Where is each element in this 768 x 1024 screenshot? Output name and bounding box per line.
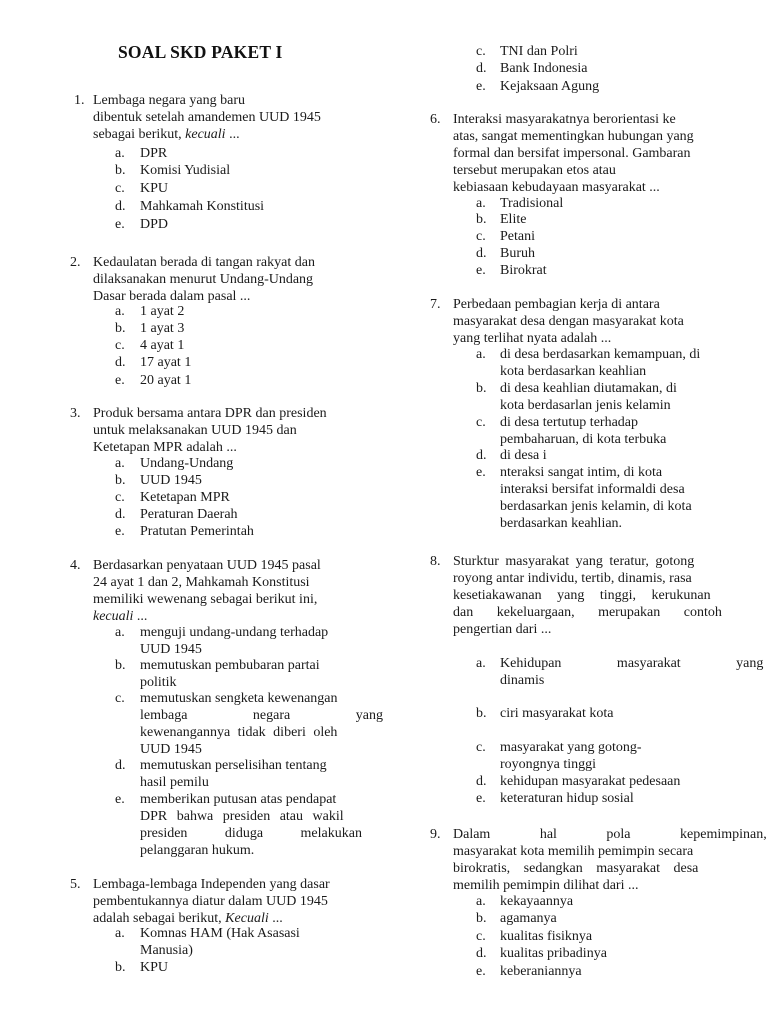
option-letter: d. — [476, 946, 487, 961]
option-text: Undang-Undang — [140, 456, 234, 471]
option-letter: e. — [476, 791, 486, 806]
page-title: SOAL SKD PAKET I — [118, 42, 283, 62]
option-line: Kehidupan masyarakat yang — [500, 656, 764, 671]
option-text: Bank Indonesia — [500, 61, 588, 76]
option-text — [500, 655, 763, 689]
question-line: birokratis, sedangkan masyarakat desa — [453, 861, 699, 876]
option-letter: e. — [476, 263, 486, 278]
option-text: UUD 1945 — [140, 473, 202, 488]
question-text — [93, 405, 361, 456]
question-number: 7. — [430, 297, 441, 312]
question-line: tersebut merupakan etos atau — [453, 163, 616, 178]
option-letter: c. — [115, 338, 125, 353]
option-text: Komisi Yudisial — [140, 163, 231, 178]
option-text — [140, 657, 320, 691]
option-letter: d. — [115, 507, 126, 522]
option-letter: a. — [476, 196, 486, 211]
option-letter: e. — [115, 792, 125, 807]
option-letter: e. — [476, 465, 486, 480]
option-line: dinamis — [500, 673, 545, 688]
option-text: KPU — [140, 960, 169, 975]
question-line: formal dan bersifat impersonal. Gambaran — [453, 146, 691, 161]
option-text: Peraturan Daerah — [140, 507, 238, 522]
option-letter: b. — [476, 911, 487, 926]
option-letter: b. — [115, 473, 126, 488]
question-line: kebiasaan kebudayaan masyarakat ... — [453, 180, 660, 195]
question-number: 4. — [70, 558, 81, 573]
question-line-text: Berdasarkan penyataan UUD 1945 pasal — [93, 558, 321, 573]
question-line: masyarakat kota memilih pemimpin secara — [453, 844, 694, 859]
option-text — [500, 414, 666, 448]
option-line: berdasarkan keahlian. — [500, 516, 623, 531]
option-letter: e. — [115, 524, 125, 539]
option-line: royongnya tinggi — [500, 757, 597, 772]
option-letter: a. — [476, 894, 486, 909]
option-text: kehidupan masyarakat pedesaan — [500, 774, 681, 789]
option-letter: d. — [115, 758, 126, 773]
option-line: kota berdasarkan keahlian — [500, 364, 647, 379]
option-line: di desa berdasarkan kemampuan, di — [500, 347, 701, 362]
option-letter: c. — [115, 490, 125, 505]
question-line: dilaksanakan menurut Undang-Undang — [93, 272, 314, 287]
question-line: dan kekeluargaan, merupakan contoh — [453, 605, 722, 620]
ellipsis: ... — [225, 127, 240, 142]
question-line: memilih pemimpin dilihat dari ... — [453, 878, 639, 893]
option-letter: c. — [476, 229, 486, 244]
option-text: 17 ayat 1 — [140, 355, 192, 370]
question-line: atas, sangat mementingkan hubungan yang — [453, 129, 694, 144]
question-number: 2. — [70, 255, 81, 270]
option-letter: c. — [115, 181, 125, 196]
question-line: Sturktur masyarakat yang teratur, gotong — [453, 554, 695, 569]
question-number: 5. — [70, 877, 81, 892]
question-line: untuk melaksanakan UUD 1945 dan — [93, 423, 297, 438]
option-text — [500, 739, 642, 773]
option-line: di desa keahlian diutamakan, di — [500, 381, 677, 396]
option-line: UUD 1945 — [140, 642, 202, 657]
question-line: memiliki wewenang sebagai berikut ini, — [93, 592, 318, 607]
option-text: Buruh — [500, 246, 535, 261]
ellipsis: ... — [133, 609, 148, 624]
option-text: ciri masyarakat kota — [500, 706, 614, 721]
question-line: masyarakat desa dengan masyarakat kota — [453, 314, 684, 329]
question-line — [93, 608, 361, 625]
option-text: keteraturan hidup sosial — [500, 791, 634, 806]
question-line-text: sebagai berikut, — [93, 127, 186, 142]
option-line: UUD 1945 — [140, 742, 202, 757]
option-text: Petani — [500, 229, 535, 244]
question-line: Dasar berada dalam pasal ... — [93, 289, 251, 304]
option-letter: d. — [476, 61, 487, 76]
option-text: DPD — [140, 217, 169, 232]
option-text — [500, 380, 677, 414]
option-letter: c. — [476, 740, 486, 755]
option-letter: e. — [115, 373, 125, 388]
option-letter: a. — [476, 656, 486, 671]
question-line: kesetiakawanan yang tinggi, kerukunan — [453, 588, 711, 603]
option-letter: a. — [115, 146, 125, 161]
option-line: nteraksi sangat intim, di kota — [500, 465, 663, 480]
option-line: Manusia) — [140, 943, 193, 958]
option-line: masyarakat yang gotong- — [500, 740, 642, 755]
emphasis-kecuali: kecuali — [185, 127, 226, 142]
question-number: 1. — [74, 93, 85, 108]
option-letter: c. — [476, 44, 486, 59]
option-letter: c. — [115, 691, 125, 706]
option-letter: c. — [476, 415, 486, 430]
option-letter: a. — [115, 304, 125, 319]
question-line — [93, 557, 361, 574]
option-letter: a. — [476, 347, 486, 362]
option-text: Birokrat — [500, 263, 547, 278]
question-text — [453, 296, 723, 347]
option-text: Ketetapan MPR — [140, 490, 230, 505]
question-line: Dalam hal pola kepemimpinan, — [453, 827, 767, 842]
option-text — [140, 791, 362, 859]
option-line: pembaharuan, di kota terbuka — [500, 432, 667, 447]
question-line: Perbedaan pembagian kerja di antara — [453, 297, 660, 312]
option-text: 1 ayat 3 — [140, 321, 185, 336]
option-line: kewenangannya tidak diberi oleh — [140, 725, 338, 740]
option-letter: d. — [476, 774, 487, 789]
question-text — [453, 553, 721, 638]
question-number: 6. — [430, 112, 441, 127]
option-text: Elite — [500, 212, 527, 227]
option-letter: e. — [115, 217, 125, 232]
ellipsis: ... — [268, 911, 283, 926]
option-line: menguji undang-undang terhadap — [140, 625, 329, 640]
option-line: di desa tertutup terhadap — [500, 415, 639, 430]
option-text: keberaniannya — [500, 964, 582, 979]
option-text: Kejaksaan Agung — [500, 79, 600, 94]
option-line: kota berdasarlan jenis kelamin — [500, 398, 671, 413]
option-line: memutuskan perselisihan tentang — [140, 758, 327, 773]
option-line: DPR bahwa presiden atau wakil — [140, 809, 344, 824]
option-text: agamanya — [500, 911, 557, 926]
option-letter: e. — [476, 964, 486, 979]
emphasis-kecuali: Kecuali — [225, 911, 269, 926]
question-line: 24 ayat 1 dan 2, Mahkamah Konstitusi — [93, 575, 310, 590]
option-text: 1 ayat 2 — [140, 304, 185, 319]
question-line — [93, 126, 361, 143]
question-line: Ketetapan MPR adalah ... — [93, 440, 237, 455]
option-line: hasil pemilu — [140, 775, 209, 790]
option-line: memutuskan sengketa kewenangan — [140, 691, 338, 706]
question-number: 3. — [70, 406, 81, 421]
option-line: lembaga negara yang — [140, 708, 383, 723]
question-text — [453, 111, 723, 196]
question-line: Kedaulatan berada di tangan rakyat dan — [93, 255, 315, 270]
question-text — [93, 92, 361, 143]
question-text — [93, 876, 361, 927]
option-line: pelanggaran hukum. — [140, 843, 255, 858]
option-text — [140, 757, 327, 791]
option-text — [500, 346, 700, 380]
option-text — [140, 690, 383, 758]
option-letter: c. — [476, 929, 486, 944]
option-letter: d. — [115, 355, 126, 370]
option-letter: a. — [115, 625, 125, 640]
option-text: di desa i — [500, 448, 547, 463]
option-text: Tradisional — [500, 196, 564, 211]
option-text — [500, 464, 692, 532]
option-line: memutuskan pembubaran partai — [140, 658, 320, 673]
question-number: 8. — [430, 554, 441, 569]
option-line: berdasarkan jenis kelamin, di kota — [500, 499, 692, 514]
question-line: Lembaga-lembaga Independen yang dasar — [93, 877, 330, 892]
option-text: Mahkamah Konstitusi — [140, 199, 265, 214]
option-letter: b. — [476, 706, 487, 721]
option-text: TNI dan Polri — [500, 44, 578, 59]
option-text: kualitas fisiknya — [500, 929, 593, 944]
option-letter: b. — [476, 212, 487, 227]
option-text: Pratutan Pemerintah — [140, 524, 254, 539]
option-letter: b. — [476, 381, 487, 396]
question-line: dibentuk setelah amandemen UUD 1945 — [93, 110, 321, 125]
option-line: interaksi bersifat informaldi desa — [500, 482, 685, 497]
question-number: 9. — [430, 827, 441, 842]
option-letter: d. — [476, 448, 487, 463]
question-text — [453, 826, 767, 894]
emphasis-kecuali: kecuali — [93, 609, 134, 624]
option-line: presiden diduga melakukan — [140, 826, 362, 841]
option-text: kekayaannya — [500, 894, 574, 909]
option-line: Komnas HAM (Hak Asasasi — [140, 926, 300, 941]
option-letter: b. — [115, 321, 126, 336]
option-text: DPR — [140, 146, 168, 161]
question-line: pembentukannya diatur dalam UUD 1945 — [93, 894, 328, 909]
option-text: 4 ayat 1 — [140, 338, 185, 353]
option-text: kualitas pribadinya — [500, 946, 607, 961]
question-line: Lembaga negara yang baru — [93, 93, 245, 108]
option-letter: b. — [115, 163, 126, 178]
option-letter: b. — [115, 960, 126, 975]
question-line: royong antar individu, tertib, dinamis, rasa — [453, 571, 692, 586]
option-letter: d. — [115, 199, 126, 214]
option-line: memberikan putusan atas pendapat — [140, 792, 337, 807]
question-line: yang terlihat nyata adalah ... — [453, 331, 612, 346]
option-letter: a. — [115, 926, 125, 941]
option-letter: b. — [115, 658, 126, 673]
option-text — [140, 925, 300, 959]
question-line: Produk bersama antara DPR dan presiden — [93, 406, 327, 421]
question-line-text: adalah sebagai berikut, — [93, 911, 226, 926]
option-letter: a. — [115, 456, 125, 471]
question-line: Interaksi masyarakatnya berorientasi ke — [453, 112, 676, 127]
option-line: politik — [140, 675, 177, 690]
option-letter: e. — [476, 79, 486, 94]
option-text: KPU — [140, 181, 169, 196]
option-text: 20 ayat 1 — [140, 373, 192, 388]
question-text — [93, 254, 361, 305]
option-letter: d. — [476, 246, 487, 261]
question-text — [93, 557, 361, 625]
question-line: pengertian dari ... — [453, 622, 552, 637]
option-text — [140, 624, 328, 658]
